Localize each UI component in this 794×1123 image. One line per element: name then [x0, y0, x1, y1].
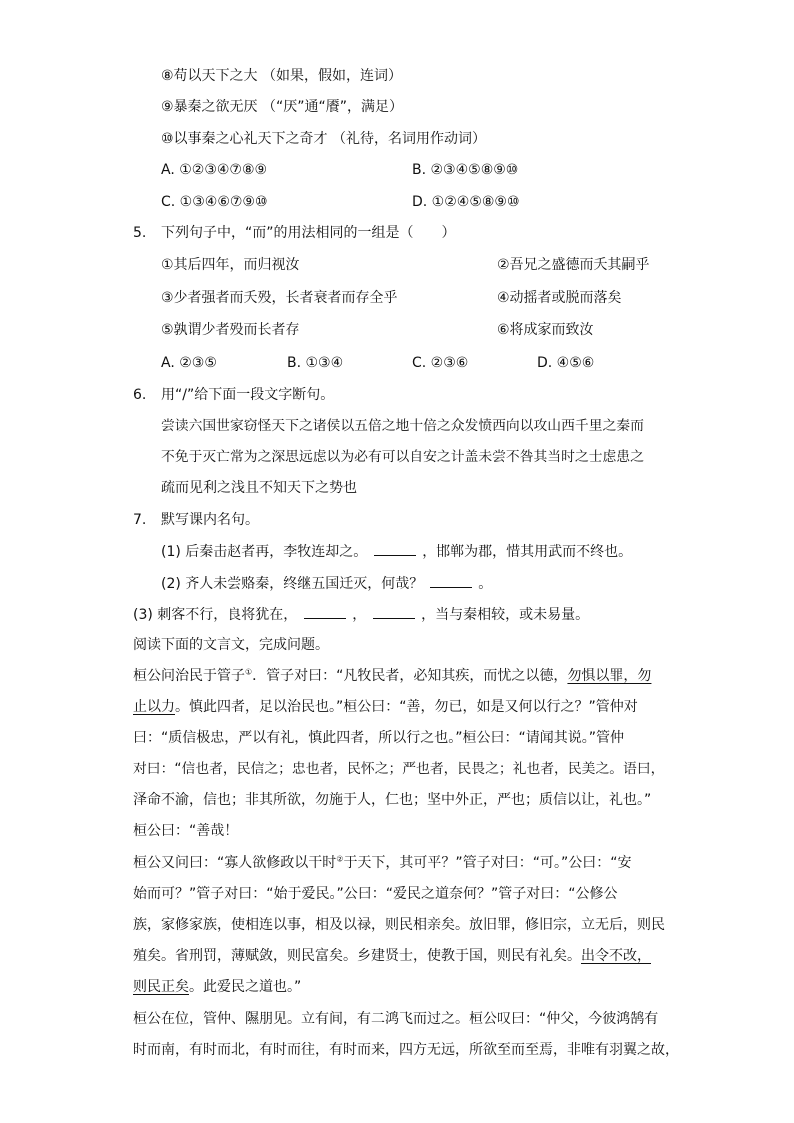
reading-line-6: 桓公曰：“善哉！ [133, 823, 239, 839]
reading-line-10-a: 殖矣。省刑罚，薄赋敛，则民富矣。乡建贤士，使教于国，则民有礼矣。 [133, 948, 581, 964]
q6-number: 6. [133, 387, 147, 403]
q5-sentence-2: ②吾兄之盛德而夭其嗣乎 [497, 257, 650, 273]
underlined-phrase-1-cont: 止以力 [133, 699, 175, 715]
q7-number: 7. [133, 512, 147, 528]
reading-line-5: 泽命不渝，信也；非其所欲，勿施于人，仁也；坚中外正，严也；质信以让，礼也。” [133, 792, 652, 808]
q7-part-2-prefix: (2) 齐人未尝赂秦，终继五国迁灭，何哉？ [161, 576, 424, 592]
q5-number: 5. [133, 225, 147, 241]
q7-part-3-suffix: ，当与秦相较，或未易量。 [421, 607, 590, 623]
footnote-marker-2: ② [336, 854, 344, 864]
reading-line-7-a: 桓公又问曰：“寡人欲修政以干时 [133, 855, 337, 871]
q6-passage-line-3: 疏而见利之浅且不知天下之势也 [161, 480, 357, 496]
reading-line-2-b: 。慎此四者，足以治民也。”桓公曰：“善，勿已，如是又何以行之？”管仲对 [175, 699, 638, 715]
q5-option-d[interactable]: D. ④⑤⑥ [537, 355, 595, 371]
q7-part-3 [133, 604, 589, 624]
reading-line-2 [133, 697, 638, 717]
q7-part-1-suffix: ，邯郸为郡，惜其用武而不终也。 [422, 544, 633, 560]
q7-blank-2[interactable] [430, 573, 472, 588]
reading-line-4: 对曰：“信也者，民信之；忠也者，民怀之；严也者，民畏之；礼也者，民美之。语曰， [133, 761, 665, 777]
q5-option-a[interactable]: A. ②③⑤ [161, 355, 217, 371]
footnote-marker-1: ① [245, 667, 253, 677]
underlined-phrase-2: 出令不改， [581, 948, 651, 964]
q4-item-8: ⑧苟以天下之大 （如果，假如，连词） [161, 68, 402, 84]
q4-option-a[interactable]: A. ①②③④⑦⑧⑨ [161, 162, 268, 178]
reading-line-7 [133, 853, 631, 873]
q7-part-2 [161, 573, 492, 593]
reading-line-1-a: 桓公问治民于管子 [133, 668, 245, 684]
reading-line-11 [133, 977, 301, 997]
q7-blank-1[interactable] [374, 541, 416, 556]
q7-blank-3[interactable] [304, 604, 346, 619]
q5-sentence-6: ⑥将成家而致汝 [497, 322, 594, 338]
q5-sentence-3: ③少者强者而夭殁，长者衰者而存全乎 [161, 290, 398, 306]
q7-part-3-prefix: (3) 刺客不行，良将犹在， [133, 607, 298, 623]
q7-part-2-suffix: 。 [478, 576, 493, 592]
q4-option-b[interactable]: B. ②③④⑤⑧⑨⑩ [412, 162, 519, 178]
q7-part-1 [161, 541, 632, 561]
reading-line-10 [133, 946, 651, 966]
reading-line-8: 始而可？”管子对曰：“始于爱民。”公曰：“爱民之道奈何？”管子对曰：“公修公 [133, 886, 618, 902]
q7-blank-4[interactable] [373, 604, 415, 619]
reading-line-1 [133, 666, 651, 686]
q4-item-10: ⑩以事秦之心礼天下之奇才 （礼待，名词用作动词） [161, 131, 486, 147]
reading-line-9: 族，家修家族，使相连以事，相及以禄，则民相亲矣。放旧罪，修旧宗，立无后，则民 [133, 917, 665, 933]
q7-stem: 默写课内名句。 [161, 512, 259, 528]
q5-sentence-4: ④动摇者或脱而落矣 [497, 290, 622, 306]
q5-stem: 下列句子中，“而”的用法相同的一组是（ ） [161, 225, 456, 241]
q4-option-d[interactable]: D. ①②④⑤⑧⑨⑩ [412, 194, 520, 210]
q6-passage-line-1: 尝读六国世家窃怪天下之诸侯以五倍之地十倍之众发愤西向以攻山西千里之秦而 [161, 418, 644, 434]
reading-line-1-b: ．管子对曰：“凡牧民者，必知其疾，而忧之以德， [252, 668, 568, 684]
reading-line-11-b: 。此爱民之道也。” [189, 979, 302, 995]
reading-line-13: 时而南，有时而北，有时而往，有时而来，四方无远，所欲至而至焉，非唯有羽翼之故， [133, 1042, 679, 1058]
q7-part-1-prefix: (1) 后秦击赵者再，李牧连却之。 [161, 544, 368, 560]
q7-part-3-comma: ， [352, 607, 367, 623]
reading-line-7-b: 于天下，其可平？”管子对曰：“可。”公曰：“安 [343, 855, 632, 871]
underlined-phrase-2-cont: 则民正矣 [133, 979, 189, 995]
q5-option-c[interactable]: C. ②③⑥ [412, 355, 469, 371]
q4-item-9: ⑨暴秦之欲无厌 （“厌”通“餍”，满足） [161, 99, 404, 115]
q5-sentence-5: ⑤孰谓少者殁而长者存 [161, 322, 300, 338]
q5-sentence-1: ①其后四年，而归视汝 [161, 257, 300, 273]
reading-intro: 阅读下面的文言文，完成问题。 [133, 637, 329, 653]
q6-passage-line-2: 不免于灭亡常为之深思远虑以为必有可以自安之计盖未尝不咎其当时之士虑患之 [161, 449, 644, 465]
q4-option-c[interactable]: C. ①③④⑥⑦⑨⑩ [161, 194, 268, 210]
reading-line-12: 桓公在位，管仲、隰朋见。立有间，有二鸿飞而过之。桓公叹曰：“仲父，今彼鸿鹄有 [133, 1011, 659, 1027]
q6-stem: 用“/”给下面一段文字断句。 [161, 387, 335, 403]
underlined-phrase-1: 勿惧以罪，勿 [567, 668, 652, 684]
reading-line-3: 曰：“质信极忠，严以有礼，慎此四者，所以行之也。”桓公曰：“请闻其说。”管仲 [133, 730, 625, 746]
q5-option-b[interactable]: B. ①③④ [287, 355, 344, 371]
